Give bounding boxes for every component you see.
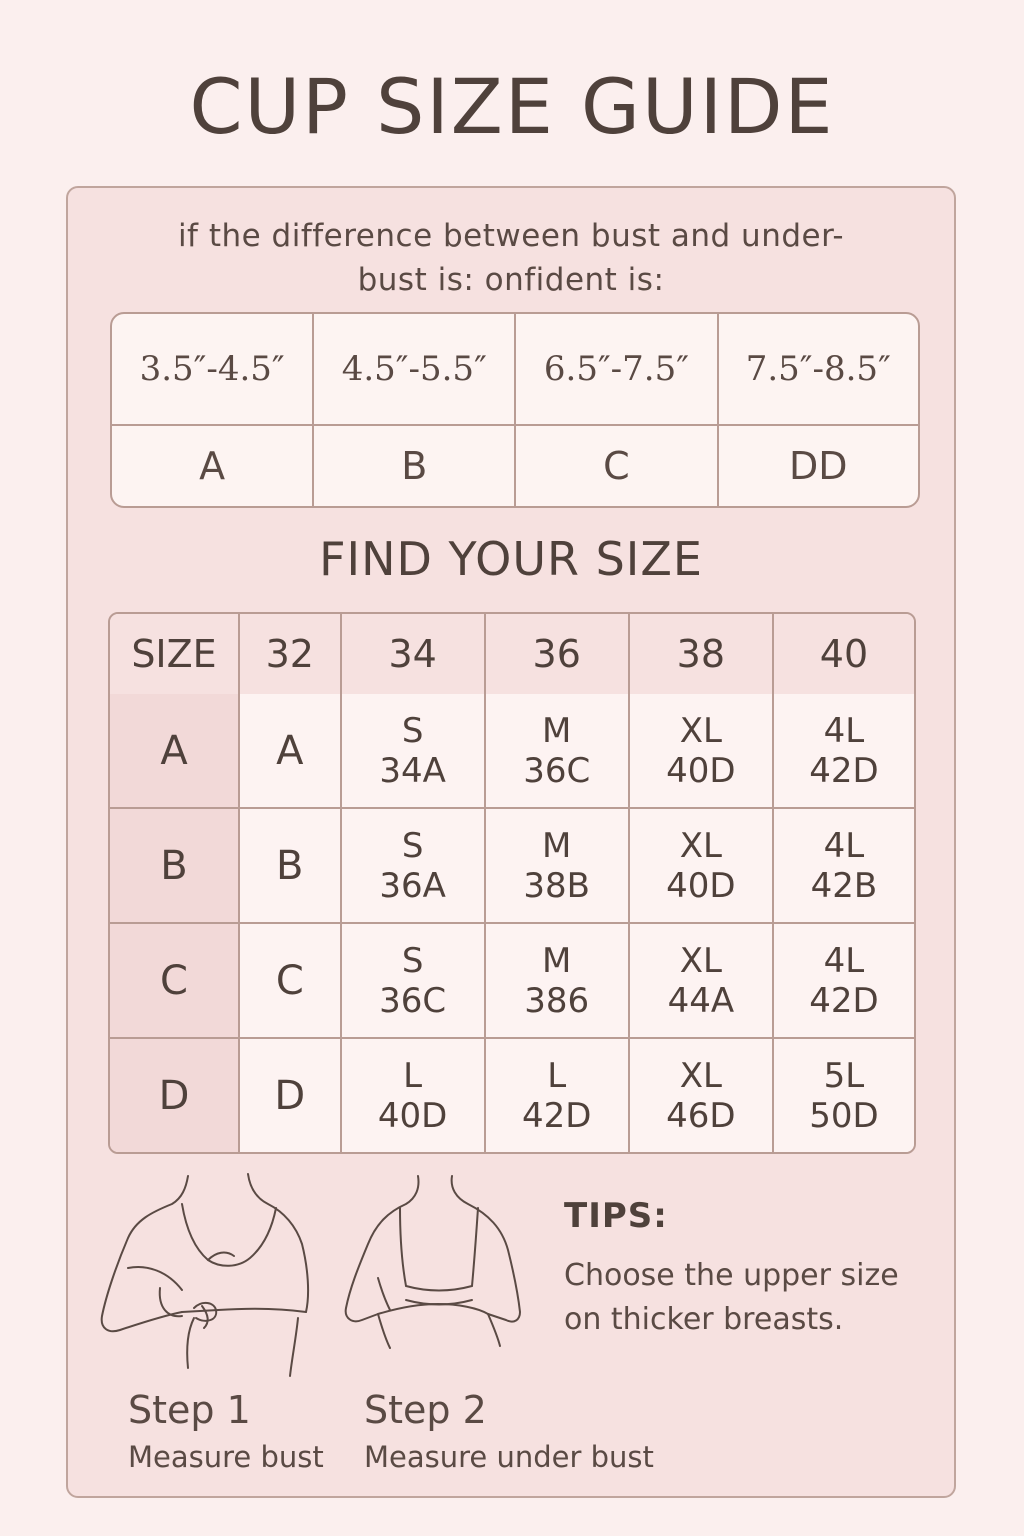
find-size-heading: FIND YOUR SIZE bbox=[319, 532, 703, 586]
tips-line-2: on thicker breasts. bbox=[564, 1302, 844, 1337]
size-cell: M 38B bbox=[486, 809, 630, 924]
size-cell: B bbox=[240, 809, 342, 924]
intro-text bbox=[68, 214, 954, 302]
table-row bbox=[110, 924, 914, 1039]
range-cell: 4.5″-5.5″ bbox=[314, 314, 516, 426]
size-cell: M 386 bbox=[486, 924, 630, 1039]
step-1-description: Measure bust bbox=[128, 1440, 324, 1474]
size-table-header bbox=[110, 614, 914, 694]
size-cell: A bbox=[240, 694, 342, 809]
size-cell: XL 46D bbox=[630, 1039, 774, 1152]
size-cell: M 36C bbox=[486, 694, 630, 809]
row-cup-label: C bbox=[110, 924, 240, 1039]
row-cup-label: A bbox=[110, 694, 240, 809]
page-title: CUP SIZE GUIDE bbox=[189, 62, 835, 151]
size-cell: S 36C bbox=[342, 924, 486, 1039]
measure-bust-illustration bbox=[98, 1168, 318, 1378]
tips-text bbox=[564, 1254, 934, 1342]
size-cell: XL 40D bbox=[630, 694, 774, 809]
row-cup-label: D bbox=[110, 1039, 240, 1152]
table-row bbox=[110, 1039, 914, 1152]
intro-line-2: bust is: onfident is: bbox=[357, 262, 665, 298]
size-table bbox=[108, 612, 916, 1154]
cup-cell: A bbox=[112, 426, 314, 506]
row-cup-label: B bbox=[110, 809, 240, 924]
size-cell: C bbox=[240, 924, 342, 1039]
cup-cell: C bbox=[516, 426, 718, 506]
header-cell: 34 bbox=[342, 614, 486, 694]
size-cell: 5L 50D bbox=[774, 1039, 914, 1152]
guide-panel bbox=[66, 186, 956, 1498]
step-1 bbox=[128, 1388, 324, 1474]
step-2-description: Measure under bust bbox=[364, 1440, 654, 1474]
step-1-title: Step 1 bbox=[128, 1388, 251, 1432]
size-cell: L 42D bbox=[486, 1039, 630, 1152]
range-row bbox=[112, 314, 918, 426]
size-cell: XL 44A bbox=[630, 924, 774, 1039]
size-cell: S 36A bbox=[342, 809, 486, 924]
range-cell: 7.5″-8.5″ bbox=[719, 314, 918, 426]
header-cell: SIZE bbox=[110, 614, 240, 694]
tips-title: TIPS: bbox=[564, 1196, 668, 1236]
cup-cell: DD bbox=[788, 444, 848, 488]
header-cell: 36 bbox=[486, 614, 630, 694]
table-row bbox=[110, 809, 914, 924]
header-cell: 32 bbox=[240, 614, 342, 694]
step-2-title: Step 2 bbox=[364, 1388, 487, 1432]
size-cell: L 40D bbox=[342, 1039, 486, 1152]
size-cell: 4L 42B bbox=[774, 809, 914, 924]
difference-table bbox=[110, 312, 920, 508]
range-cell: 6.5″-7.5″ bbox=[516, 314, 718, 426]
size-cell: S 34A bbox=[342, 694, 486, 809]
measure-under-bust-illustration bbox=[338, 1168, 538, 1378]
size-cell: XL 40D bbox=[630, 809, 774, 924]
tips-box bbox=[564, 1196, 934, 1342]
size-cell: 4L 42D bbox=[774, 924, 914, 1039]
tips-line-1: Choose the upper size bbox=[564, 1258, 899, 1293]
header-cell: 38 bbox=[630, 614, 774, 694]
table-row bbox=[110, 694, 914, 809]
cup-cell: B bbox=[314, 426, 516, 506]
range-cell: 3.5″-4.5″ bbox=[112, 314, 314, 426]
size-cell: D bbox=[240, 1039, 342, 1152]
step-2 bbox=[364, 1388, 654, 1474]
header-cell: 40 bbox=[774, 614, 914, 694]
size-cell: 4L 42D bbox=[774, 694, 914, 809]
cup-row bbox=[112, 426, 918, 506]
intro-line-1: if the difference between bust and under- bbox=[177, 218, 845, 254]
